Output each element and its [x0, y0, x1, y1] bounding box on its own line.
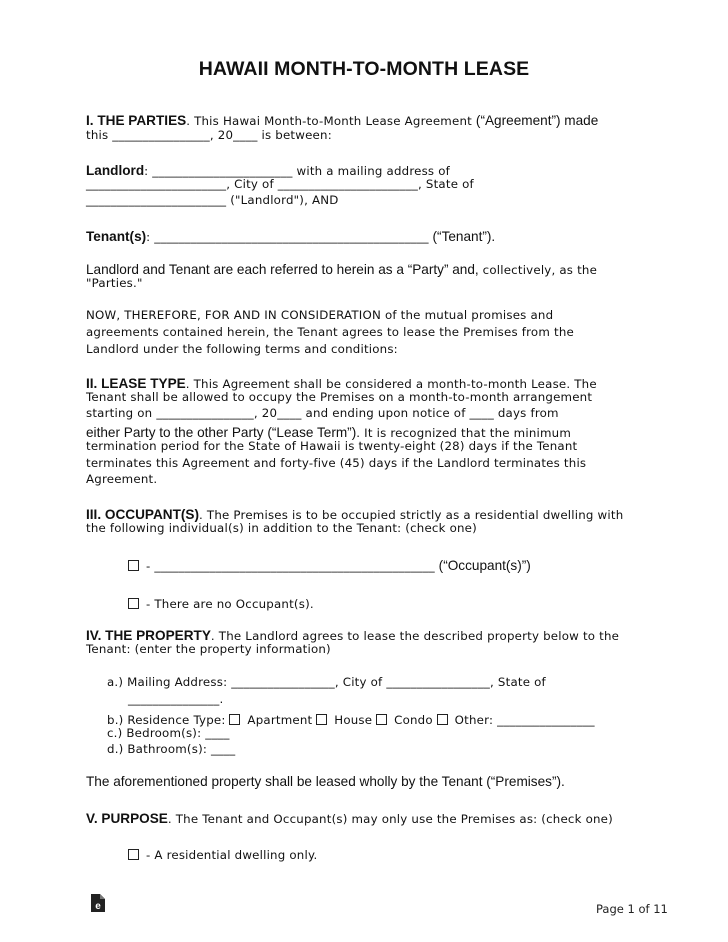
landlord-label: Landlord [86, 163, 145, 178]
property-text-1: . The Landlord agrees to lease the described property below to the [210, 629, 620, 643]
purpose-line-1 [86, 808, 613, 827]
property-line-2: Tenant: (enter the property information) [86, 642, 331, 656]
occupants-heading: III. OCCUPANT(S) [86, 507, 200, 522]
landlord-line-3: _______________________ ("Landlord"), AND [86, 193, 339, 207]
page-number: Page 1 of 11 [596, 902, 668, 916]
agreement-label: (“Agreement”) made [475, 113, 599, 128]
premises-line: The aforementioned property shall be leased wholly by the Tenant (“Premises”). [86, 774, 565, 789]
now-therefore-line-1: NOW, THEREFORE, FOR AND IN CONSIDERATION of the mutual promises and [86, 308, 554, 322]
now-therefore-line-3: Landlord under the following terms and conditions: [86, 342, 398, 356]
house-label: House [330, 713, 377, 727]
occupants-checkbox-1[interactable] [128, 560, 139, 571]
condo-label: Condo [390, 713, 437, 727]
document-title: HAWAII MONTH-TO-MONTH LEASE [198, 58, 530, 80]
parties-text: . This Hawai Month-to-Month Lease Agreement [186, 114, 476, 128]
purpose-text-1: . The Tenant and Occupant(s) may only use the Premises as: (check one) [167, 812, 613, 826]
landlord-text-1: : _______________________ with a mailing address of [144, 164, 450, 178]
property-d-line: d.) Bathroom(s): ____ [107, 742, 236, 756]
tenant-suffix: (“Tenant”). [428, 229, 496, 244]
other-label: Other: ________________ [450, 713, 595, 727]
lease-type-line-3: starting on ________________, 20____ and ending upon notice of ____ days from [86, 406, 559, 420]
lease-type-line-2: Tenant shall be allowed to occupy the Premises on a month-to-month arrangement [86, 390, 593, 404]
occupants-checkbox-2[interactable] [128, 598, 139, 609]
tenant-blank: : _____________________________________________ [146, 230, 429, 244]
condo-checkbox[interactable] [376, 714, 387, 725]
parties-heading: I. THE PARTIES [86, 113, 187, 128]
occupants-option-1-suffix: (“Occupant(s)”) [434, 558, 531, 573]
occupants-option-1 [128, 555, 531, 574]
residence-type-label: b.) Residence Type: [107, 713, 230, 727]
property-a-line-2: _______________. [128, 692, 224, 706]
occupants-option-2 [128, 593, 314, 612]
purpose-heading: V. PURPOSE [86, 811, 168, 826]
tenant-label: Tenant(s) [86, 229, 147, 244]
apartment-checkbox[interactable] [229, 714, 240, 725]
property-c-line: c.) Bedroom(s): ____ [107, 726, 230, 740]
party-def-text-a: Landlord and Tenant are each referred to herein as a “Party” and, [86, 262, 479, 277]
parties-line-2: this ________________, 20____ is between: [86, 128, 332, 142]
landlord-line-2: _______________________, City of _______________________, State of [86, 177, 474, 191]
lease-type-text-4: . It is recognized that the minimum [356, 426, 572, 440]
apartment-label: Apartment [243, 713, 317, 727]
lease-type-text-1: . This Agreement shall be considered a month-to-month Lease. The [185, 377, 597, 391]
lease-type-line-7: Agreement. [86, 472, 158, 486]
occupants-option-2-text: - There are no Occupant(s). [142, 597, 314, 611]
svg-text:e: e [95, 901, 101, 912]
other-checkbox[interactable] [437, 714, 448, 725]
tenant-line [86, 226, 495, 245]
purpose-option-1 [128, 844, 317, 863]
party-def-text-b: collectively, as the [478, 263, 598, 277]
purpose-option-1-text: - A residential dwelling only. [142, 848, 318, 862]
property-a-line-1: a.) Mailing Address: _________________, City of _________________, State of [107, 675, 546, 689]
now-therefore-line-2: agreements contained herein, the Tenant agrees to lease the Premises from the [86, 325, 574, 339]
occupants-line-2: the following individual(s) in addition to the Tenant: (check one) [86, 521, 477, 535]
property-heading: IV. THE PROPERTY [86, 628, 211, 643]
lease-type-line-6: terminates this Agreement and forty-five (45) days if the Landlord terminates this [86, 456, 587, 470]
lease-type-heading: II. LEASE TYPE [86, 376, 186, 391]
occupants-text-1: . The Premises is to be occupied strictly as a residential dwelling with [199, 508, 624, 522]
lease-type-line-5: termination period for the State of Hawaii is twenty-eight (28) days if the Tenant [86, 439, 578, 453]
eforms-logo-icon [90, 893, 106, 913]
house-checkbox[interactable] [316, 714, 327, 725]
parties-line-1 [86, 110, 598, 129]
party-def-line-2: "Parties." [86, 276, 143, 290]
party-def-line-1 [86, 259, 597, 278]
purpose-checkbox-1[interactable] [128, 849, 139, 860]
occupants-option-1-blank: - ______________________________________________ [142, 559, 435, 573]
lease-term-text: either Party to the other Party (“Lease Term”) [86, 425, 357, 440]
